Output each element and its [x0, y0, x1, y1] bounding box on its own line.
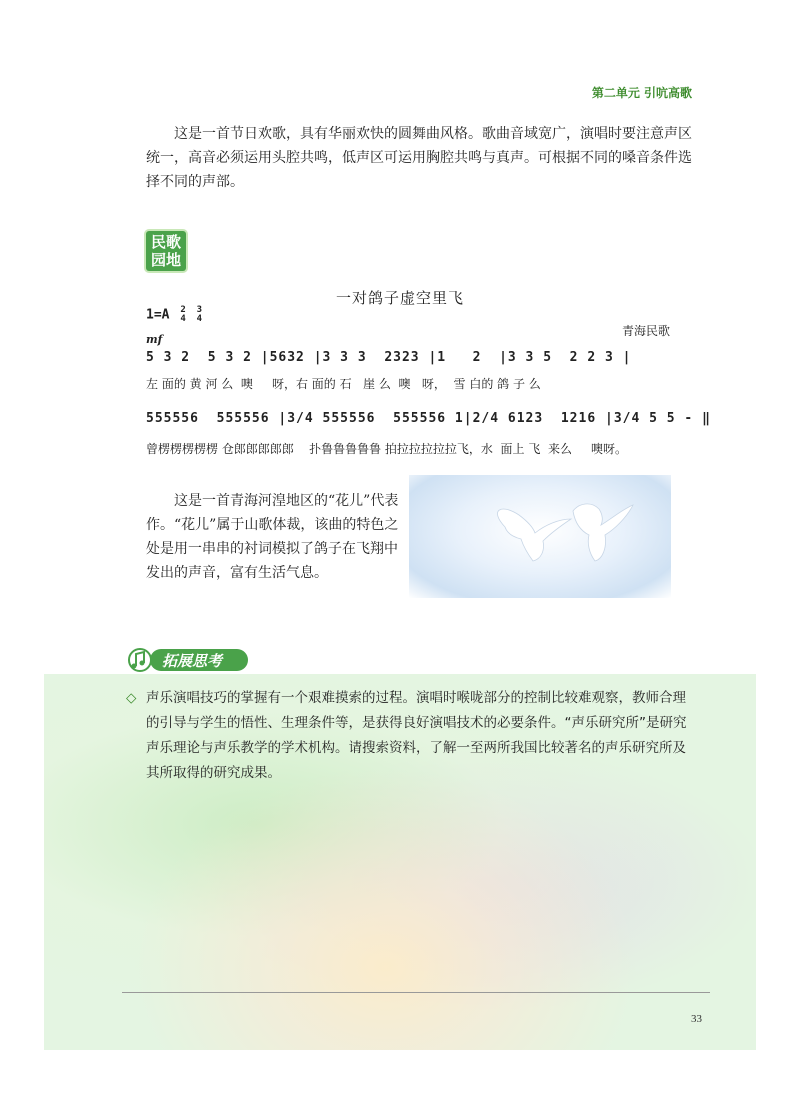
diamond-bullet-icon: ◇: [126, 690, 137, 706]
doves-illustration: [409, 475, 671, 598]
badge-line-1: 民歌: [150, 233, 181, 251]
intro-text: 这是一首节日欢歌，具有华丽欢快的圆舞曲风格。歌曲音域宽广，演唱时要注意声区统一，高音必须运用头腔共鸣，低声区可运用胸腔共鸣与真声。可根据不同的嗓音条件选择不同的声部。: [146, 126, 692, 190]
song-title: 一对鸽子虚空里飞: [335, 289, 464, 307]
ts1-bottom: 4: [180, 314, 186, 324]
ts2-top: 3: [196, 305, 202, 315]
expand-body: 声乐演唱技巧的掌握有一个艰难摸索的过程。演唱时喉咙部分的控制比较难观察，教师合理的引导与学生的悟性、生理条件等，是获得良好演唱技术的必要条件。“声乐研究所”是研究声乐理论与声乐教学的学术机构。请搜索资料，了解一至两所我国比较著名的声乐研究所及其所取得的研究成果。: [146, 690, 687, 781]
song-source: 青海民歌: [621, 324, 670, 338]
ts2-bottom: 4: [196, 314, 202, 324]
folk-song-garden-badge: [146, 231, 186, 271]
dynamics-marking: mf: [146, 333, 163, 346]
time-signature-1: [180, 306, 185, 324]
badge-line-2: 园地: [150, 251, 181, 269]
description-text: 这是一首青海河湟地区的“花儿”代表作。“花儿”属于山歌体裁，该曲的特色之处是用一串串的衬词模拟了鸽子在飞翔中发出的声音，富有生活气息。: [146, 493, 399, 581]
time-signature-2: [197, 306, 202, 324]
doves-image: [409, 475, 671, 598]
score-notes-line-2: 555556 555556 |3/4 555556 555556 1|2/4 6123 1216 |3/4 5 5 - ‖: [146, 411, 711, 426]
score-lyrics-line-1: 左 面的 黄 河 么 噢 呀，右 面的 石 崖 么 噢 呀， 雪 白的 鸽 子 么: [146, 377, 541, 391]
song-description: [146, 489, 408, 585]
expand-thinking-text: [126, 686, 692, 786]
key-label: 1=A: [146, 307, 170, 323]
score-lyrics-line-2: 曾楞楞楞楞楞 仓郎郎郎郎郎 扑鲁鲁鲁鲁鲁 拍拉拉拉拉拉飞，水 面上 飞 来么 噢呀。: [146, 442, 628, 456]
unit-header: 第二单元 引吭高歌: [591, 86, 692, 100]
intro-paragraph: [146, 122, 694, 194]
expand-thinking-badge: [122, 646, 250, 674]
page-number: 33: [691, 1013, 702, 1025]
ts1-top: 2: [180, 305, 186, 315]
footer-divider: [122, 992, 710, 993]
expand-badge-label: 拓展思考: [162, 652, 223, 670]
score-notes-line-1: 5 3 2 5 3 2 |5632 |3 3 3 2323 |1 2 |3 3 5 2 2 3 |: [146, 350, 632, 365]
key-signature: [146, 306, 202, 324]
